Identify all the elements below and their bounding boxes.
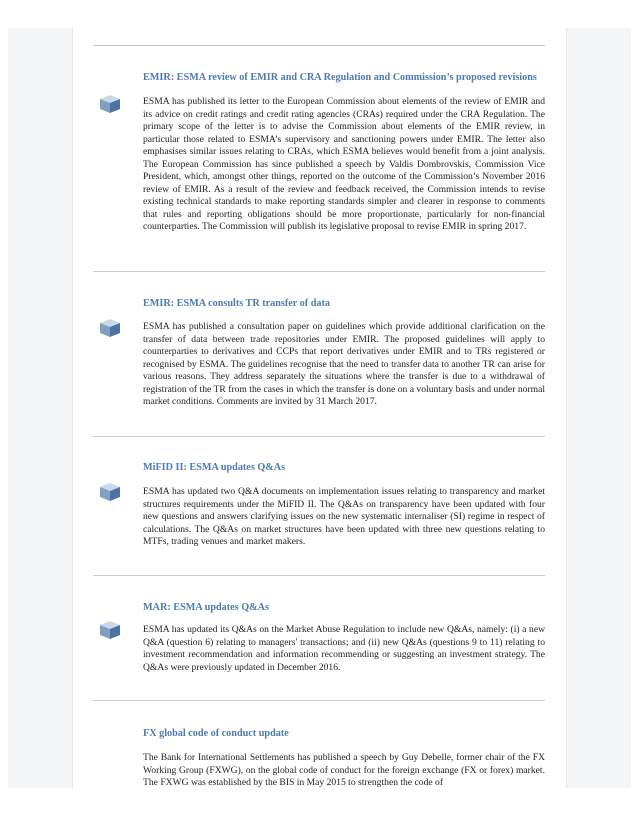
article-body: ESMA has updated its Q&As on the Market Abuse Regulation to include new Q&As, namely: (i) a new Q&A (question 6) relating to managers' transactions; and (ii) new Q&As (questions 9 to 11) relating to investment recommendation and information recommending or suggesting an investment strategy. The Q&As were previously updated in December 2016. — [143, 624, 545, 673]
cube-icon — [99, 620, 121, 640]
article-body: ESMA has published its letter to the European Commission about elements of the review of EMIR and its advice on credit ratings and credit rating agencies (CRAs) required under the CRA Regulation. The primary scope of the letter is to advise the Commission about elements of the EMIR review, in particular those related to ESMA’s supervisory and sanctioning powers under EMIR. The letter also emphasises similar issues relating to CRAs, which ESMA believes would benefit from a joint analysis. The European Commission has since published a speech by Valdis Dombrovskis, Commission Vice President, which, amongst other things, reported on the outcome of the Commission’s November 2016 review of EMIR. As a result of the review and feedback received, the Commission intends to revise existing technical standards to make reporting standards simpler and clearer in response to comments that rules and reporting obligations should be more proportionate, particularly for non-financial counterparties. The Commission will publish its legislative proposal to revise EMIR in spring 2017. — [143, 96, 545, 232]
article-title: FX global code of conduct update — [143, 728, 289, 739]
section-divider — [93, 700, 545, 701]
article-title: MAR: ESMA updates Q&As — [143, 602, 269, 613]
cube-icon — [99, 482, 121, 502]
article-title: MiFID II: ESMA updates Q&As — [143, 462, 286, 473]
article-body: ESMA has published a consultation paper on guidelines which provide additional clarification on the transfer of data between trade repositories under EMIR. The proposed guidelines will apply to counterparties to derivatives and CCPs that report derivatives under EMIR and to TRs registered or recognised by ESMA. The guidelines recognise that the need to transfer data to another TR can arise for various reasons. They address separately the situations where the transfer is due to a withdrawal of registration of the TR from the cases in which the transfer is done on a voluntary basis and under normal market conditions. Comments are invited by 31 March 2017. — [143, 321, 545, 407]
cube-icon — [99, 318, 121, 338]
section-divider — [93, 575, 545, 576]
article-title: EMIR: ESMA review of EMIR and CRA Regulation and Commission’s proposed revisions — [143, 72, 537, 83]
section-divider — [93, 271, 545, 272]
left-margin-panel — [8, 28, 73, 788]
cube-icon — [99, 94, 121, 114]
article-body: ESMA has updated two Q&A documents on implementation issues relating to transparency and market structures requirements under the MiFID II. The Q&As on transparency have been updated with four new questions and answers clarifying issues on the new systematic internaliser (SI) regime in respect of calculations. The Q&As on market structures have been updated with three new questions relating to MTFs, trading venues and market makers. — [143, 486, 545, 547]
newsletter-column — [73, 0, 565, 826]
article-body: The Bank for International Settlements has published a speech by Guy Debelle, former chair of the FX Working Group (FXWG), on the global code of conduct for the foreign exchange (FX or forex) market. The FXWG was established by the BIS in May 2015 to strengthen the code of — [143, 752, 545, 788]
section-divider — [93, 436, 545, 437]
section-divider — [93, 45, 545, 46]
article-title: EMIR: ESMA consults TR transfer of data — [143, 298, 330, 309]
right-margin-panel — [566, 28, 631, 788]
